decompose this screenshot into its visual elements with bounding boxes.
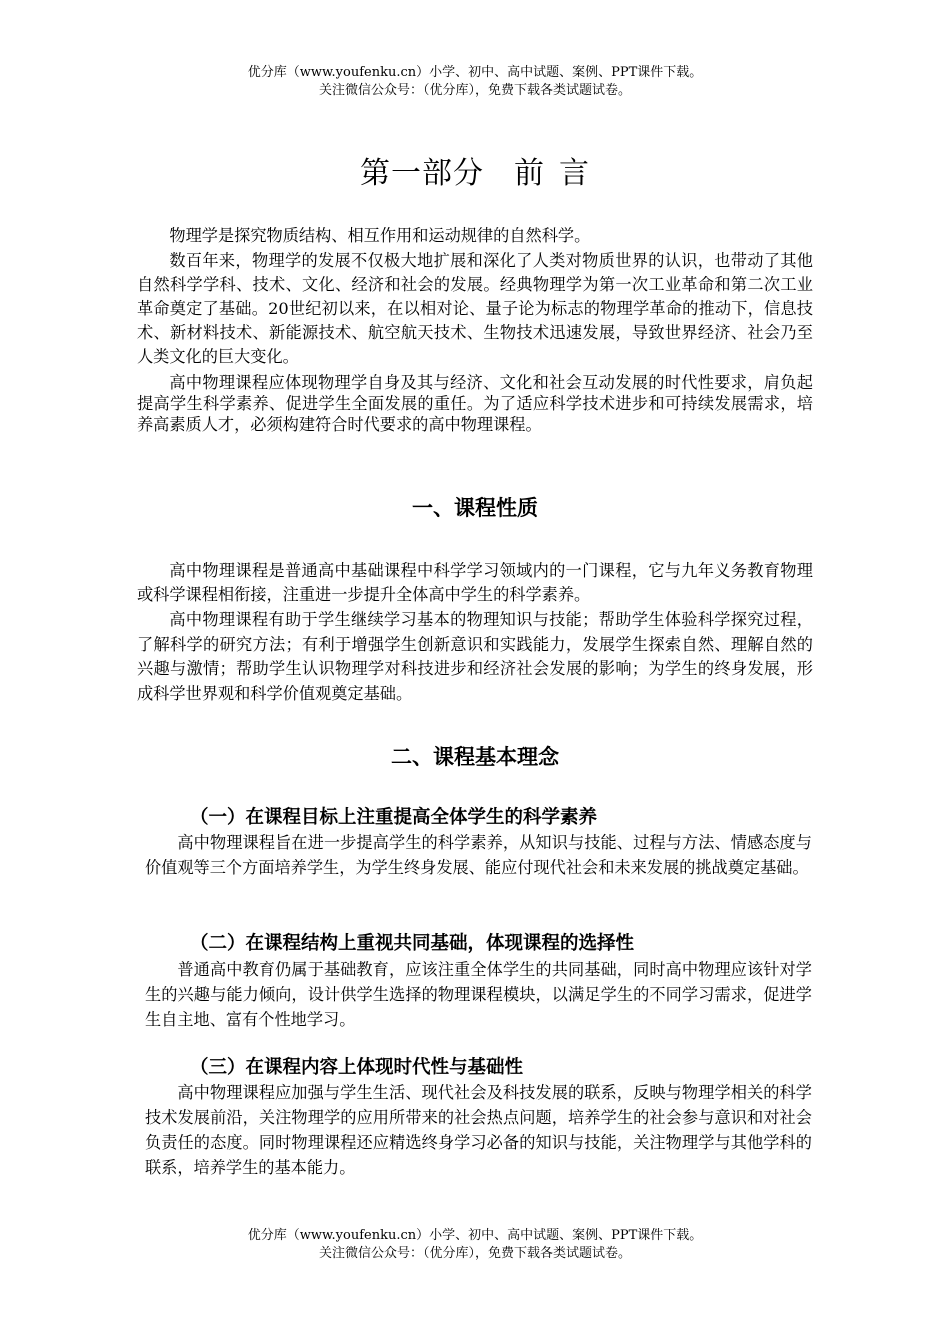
page-title-part: 第一部分 [360,156,484,191]
section-2-title: 二、课程基本理念 [391,745,559,769]
section-1-paragraph-2: 高中物理课程有助于学生继续学习基本的物理知识与技能；帮助学生体验科学探究过程，了解科学的研究方法；有利于增强学生创新意识和实践能力，发展学生探索自然、理解自然的兴趣与激情；帮助学生认识物理学对科技进步和经济社会发展的影响；为学生的终身发展，形成科学世界观和科学价值观奠定基础。 [137,610,813,703]
page-title [0,152,950,196]
subsection-1-title: （一）在课程目标上注重提高全体学生的科学素养 [190,807,598,828]
page-title-word-2: 言 [559,156,590,191]
page-header [0,64,950,100]
footer-line-1: 优分库（www.youfenku.cn）小学、初中、高中试题、案例、PPT课件下载。 [247,1228,703,1243]
subsection-3-title: （三）在课程内容上体现时代性与基础性 [190,1057,524,1078]
subsection-3-text: 高中物理课程应加强与学生生活、现代社会及科技发展的联系，反映与物理学相关的科学技术发展前沿，关注物理学的应用所带来的社会热点问题，培养学生的社会参与意识和对社会负责任的态度。同时物理课程还应精选终身学习必备的知识与技能，关注物理学与其他学科的联系，培养学生的基本能力。 [145,1083,812,1177]
subsection-1-text: 高中物理课程旨在进一步提高学生的科学素养，从知识与技能、过程与方法、情感态度与价值观等三个方面培养学生，为学生终身发展、能应付现代社会和未来发展的挑战奠定基础。 [145,833,812,877]
header-line-2: 关注微信公众号：（优分库），免费下载各类试题试卷。 [318,83,631,98]
page-title-word-1: 前 [514,156,545,191]
subsection-2-title: （二）在课程结构上重视共同基础，体现课程的选择性 [190,933,635,954]
header-line-1: 优分库（www.youfenku.cn）小学、初中、高中试题、案例、PPT课件下载。 [247,65,703,80]
section-1-title: 一、课程性质 [412,496,538,520]
subsection-2-text: 普通高中教育仍属于基础教育，应该注重全体学生的共同基础，同时高中物理应该针对学生的兴趣与能力倾向，设计供学生选择的物理课程模块，以满足学生的不同学习需求，促进学生自主地、富有个性地学习。 [145,960,812,1029]
preface-paragraph-1: 物理学是探究物质结构、相互作用和运动规律的自然科学。 [169,226,591,245]
preface-paragraph-2: 数百年来，物理学的发展不仅极大地扩展和深化了人类对物质世界的认识，也带动了其他自然科学学科、技术、文化、经济和社会的发展。经典物理学为第一次工业革命和第二次工业革命奠定了基础。20世纪初以来，在以相对论、量子论为标志的物理学革命的推动下，信息技术、新材料技术、新能源技术、航空航天技术、生物技术迅速发展，导致世界经济、社会乃至人类文化的巨大变化。 [137,251,813,366]
footer-line-2: 关注微信公众号：（优分库），免费下载各类试题试卷。 [318,1246,631,1261]
preface-paragraph-3: 高中物理课程应体现物理学自身及其与经济、文化和社会互动发展的时代性要求，肩负起提高学生科学素养、促进学生全面发展的重任。为了适应科学技术进步和可持续发展需求，培养高素质人才，必须构建符合时代要求的高中物理课程。 [137,373,813,434]
section-1-paragraph-1: 高中物理课程是普通高中基础课程中科学学习领域内的一门课程，它与九年义务教育物理或科学课程相衔接，注重进一步提升全体高中学生的科学素养。 [137,561,813,604]
page-footer [0,1227,950,1263]
